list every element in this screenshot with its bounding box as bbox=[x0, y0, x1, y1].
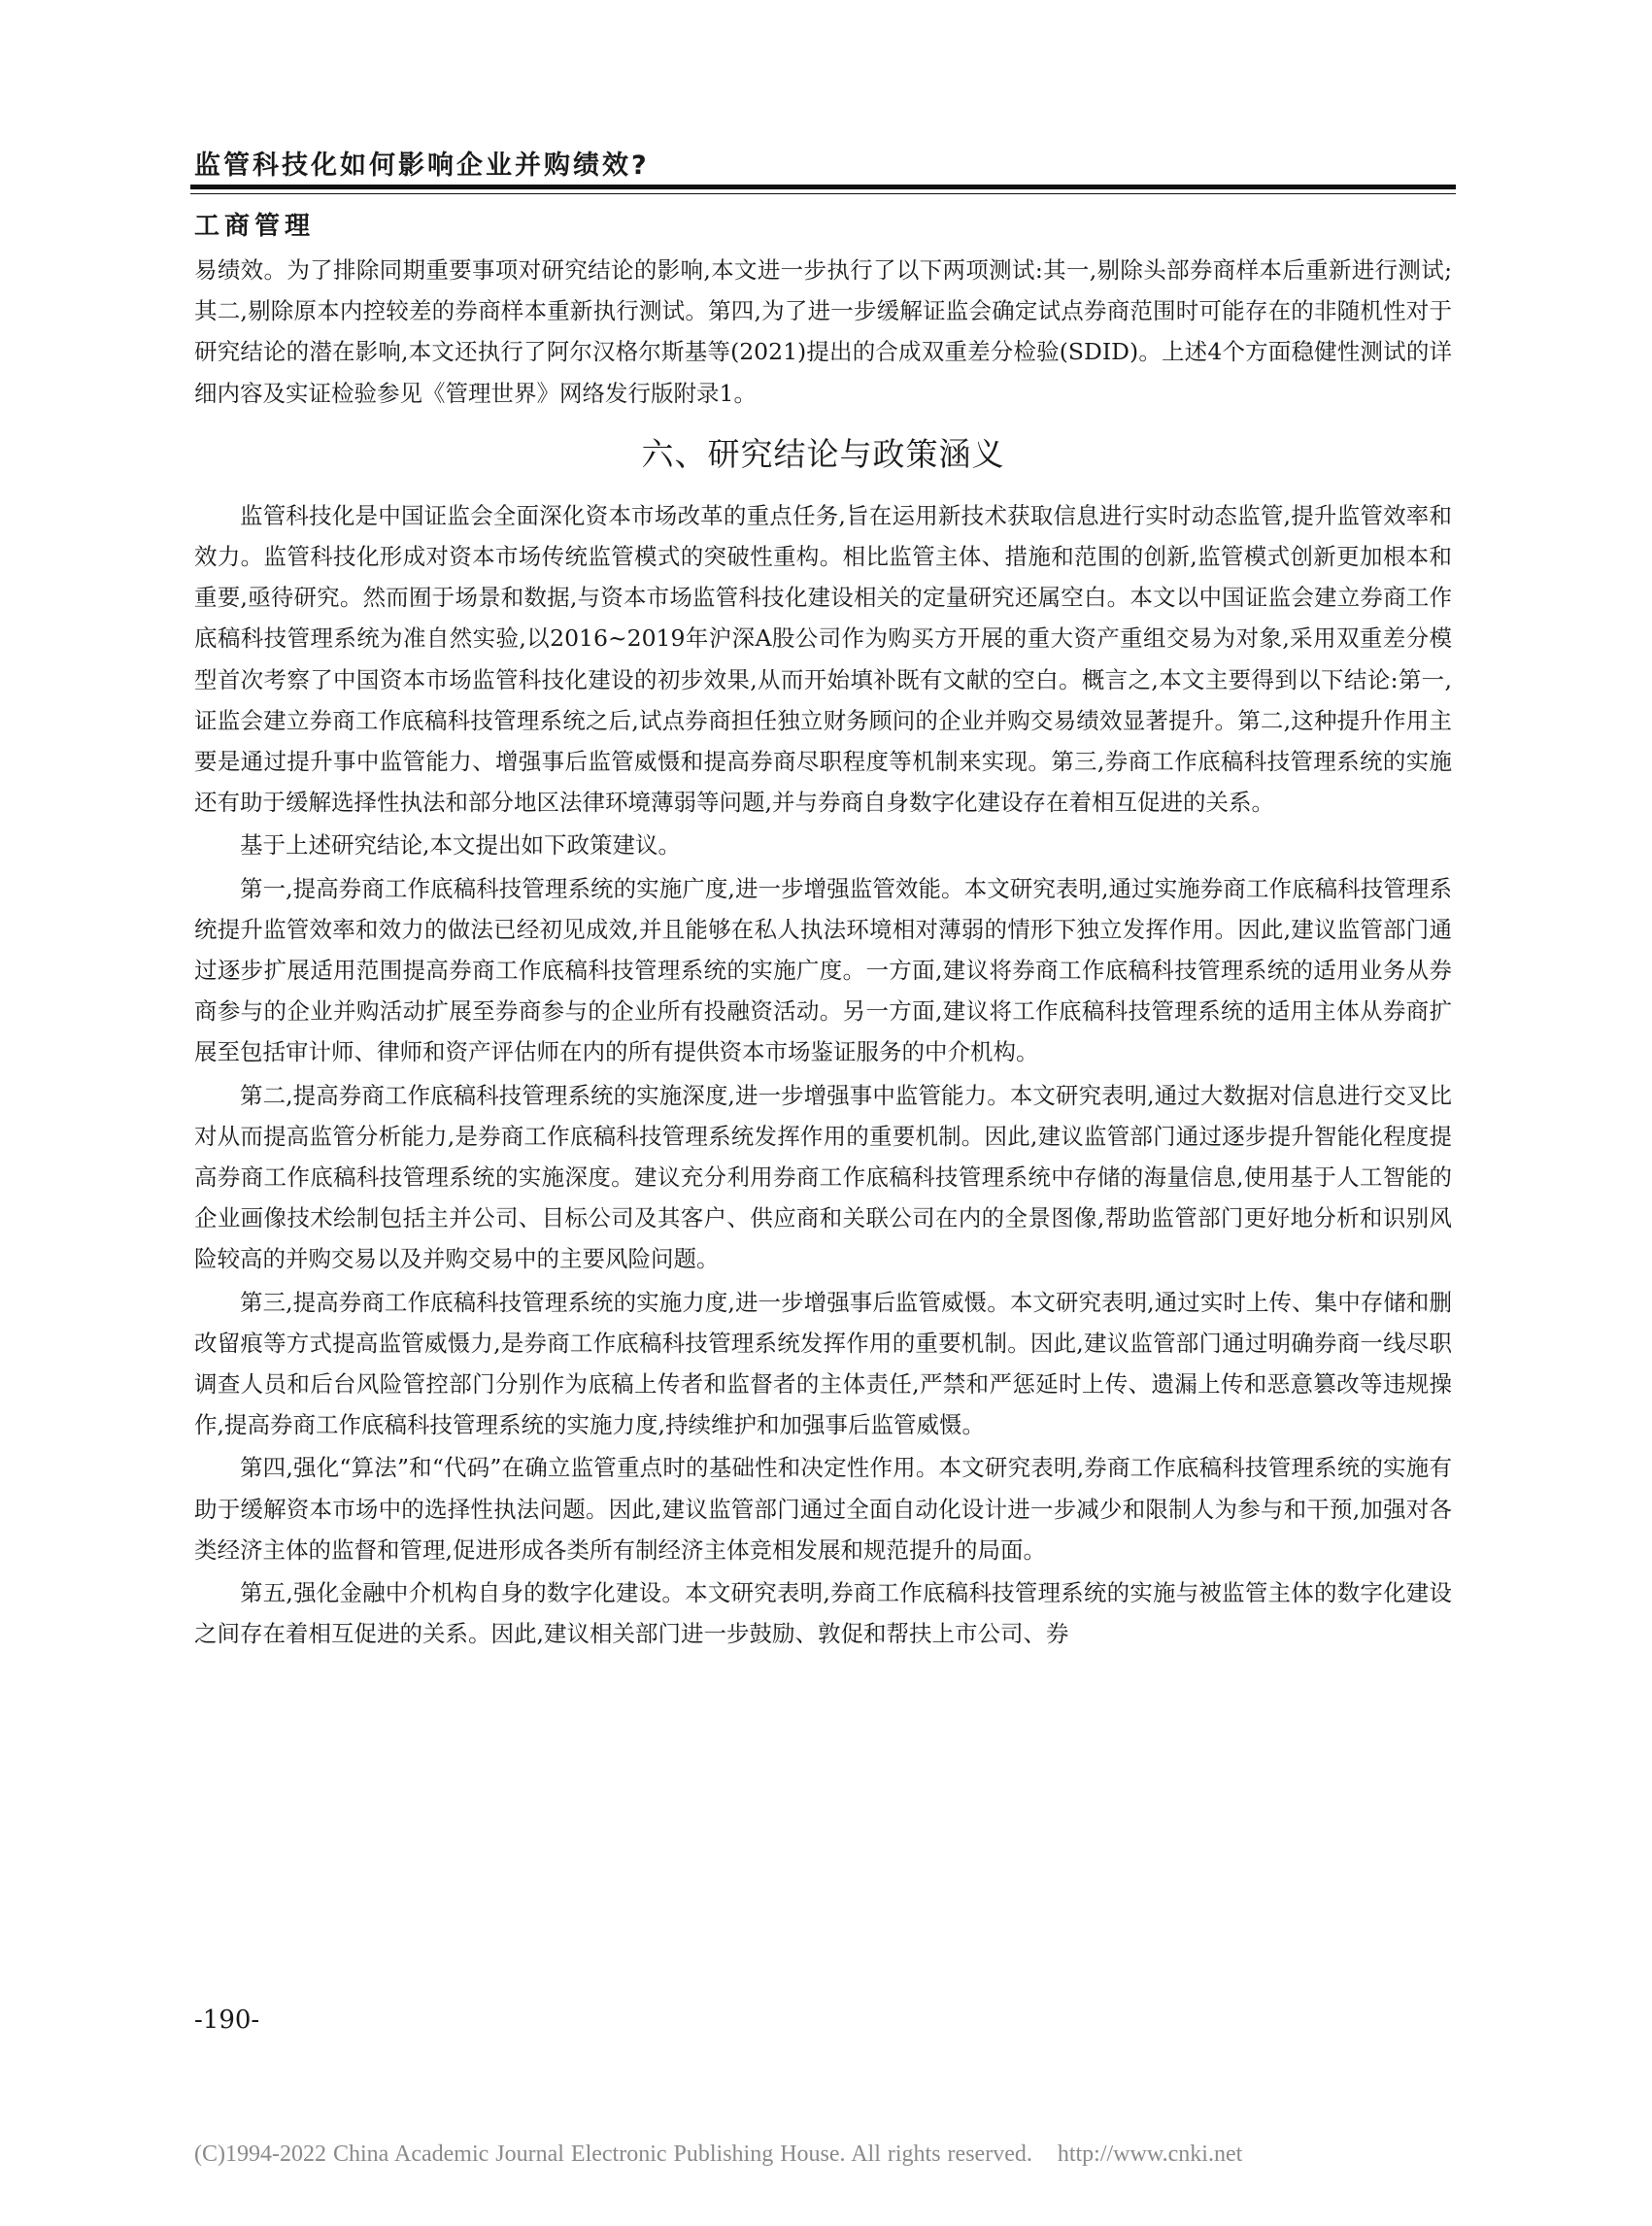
page-number: -190- bbox=[194, 2006, 260, 2035]
running-header-section: 工商管理 bbox=[194, 212, 316, 241]
header-rule-thick bbox=[190, 185, 1456, 189]
paragraph-policy-intro: 基于上述研究结论,本文提出如下政策建议。 bbox=[240, 831, 681, 860]
paragraph-policy-2: 第二,提高券商工作底稿科技管理系统的实施深度,进一步增强事中监管能力。本文研究表明,通过大数据对信息进行交叉比对从而提高监管分析能力,是券商工作底稿科技管理系统发挥作用的重要机制。因此,建议监管部门通过逐步提升智能化程度提高券商工作底稿科技管理系统的实施深度。建议充分利用券商工作底稿科技管理系统中存储的海量信息,使用基于人工智能的企业画像技术绘制包括主并公司、目标公司及其客户、供应商和关联公司在内的全景图像,帮助监管部门更好地分析和识别风险较高的并购交易以及并购交易中的主要风险问题。 bbox=[194, 1081, 1452, 1273]
paragraph-policy-4: 第四,强化“算法”和“代码”在确立监管重点时的基础性和决定性作用。本文研究表明,券商工作底稿科技管理系统的实施有助于缓解资本市场中的选择性执法问题。因此,建议监管部门通过全面自动化设计进一步减少和限制人为参与和干预,加强对各类经济主体的监督和管理,促进形成各类所有制经济主体竞相发展和规范提升的局面。 bbox=[194, 1454, 1452, 1564]
continuation-paragraph: 易绩效。为了排除同期重要事项对研究结论的影响,本文进一步执行了以下两项测试:其一,剔除头部券商样本后重新进行测试;其二,剔除原本内控较差的券商样本重新执行测试。第四,为了进一步缓解证监会确定试点券商范围时可能存在的非随机性对于研究结论的潜在影响,本文还执行了阿尔汉格尔斯基等(2021)提出的合成双重差分检验(SDID)。上述4个方面稳健性测试的详细内容及实证检验参见《管理世界》网络发行版附录1。 bbox=[194, 256, 1452, 407]
paragraph-policy-3: 第三,提高券商工作底稿科技管理系统的实施力度,进一步增强事后监管威慑。本文研究表明,通过实时上传、集中存储和删改留痕等方式提高监管威慑力,是券商工作底稿科技管理系统发挥作用的重要机制。因此,建议监管部门通过明确券商一线尽职调查人员和后台风险管控部门分别作为底稿上传者和监督者的主体责任,严禁和严惩延时上传、遗漏上传和恶意篡改等违规操作,提高券商工作底稿科技管理系统的实施力度,持续维护和加强事后监管威慑。 bbox=[194, 1288, 1452, 1439]
paragraph-conclusions: 监管科技化是中国证监会全面深化资本市场改革的重点任务,旨在运用新技术获取信息进行实时动态监管,提升监管效率和效力。监管科技化形成对资本市场传统监管模式的突破性重构。相比监管主体、措施和范围的创新,监管模式创新更加根本和重要,亟待研究。然而囿于场景和数据,与资本市场监管科技化建设相关的定量研究还属空白。本文以中国证监会建立券商工作底稿科技管理系统为准自然实验,以2016~2019年沪深A股公司作为购买方开展的重大资产重组交易为对象,采用双重差分模型首次考察了中国资本市场监管科技化建设的初步效果,从而开始填补既有文献的空白。概言之,本文主要得到以下结论:第一,证监会建立券商工作底稿科技管理系统之后,试点券商担任独立财务顾问的企业并购交易绩效显著提升。第二,这种提升作用主要是通过提升事中监管能力、增强事后监管威慑和提高券商尽职程度等机制来实现。第三,券商工作底稿科技管理系统的实施还有助于缓解选择性执法和部分地区法律环境薄弱等问题,并与券商自身数字化建设存在着相互促进的关系。 bbox=[194, 501, 1452, 817]
section-heading: 六、研究结论与政策涵义 bbox=[641, 434, 1005, 473]
running-header-title: 监管科技化如何影响企业并购绩效? bbox=[194, 151, 650, 181]
paragraph-policy-5: 第五,强化金融中介机构自身的数字化建设。本文研究表明,券商工作底稿科技管理系统的实施与被监管主体的数字化建设之间存在着相互促进的关系。因此,建议相关部门进一步鼓励、敦促和帮扶上市公司、券 bbox=[194, 1579, 1452, 1648]
copyright-text: (C)1994-2022 China Academic Journal Electronic Publishing House. All rights reserved. bbox=[194, 2142, 1032, 2167]
paragraph-policy-1: 第一,提高券商工作底稿科技管理系统的实施广度,进一步增强监管效能。本文研究表明,通过实施券商工作底稿科技管理系统提升监管效率和效力的做法已经初见成效,并且能够在私人执法环境相对薄弱的情形下独立发挥作用。因此,建议监管部门通过逐步扩展适用范围提高券商工作底稿科技管理系统的实施广度。一方面,建议将券商工作底稿科技管理系统的适用业务从券商参与的企业并购活动扩展至券商参与的企业所有投融资活动。另一方面,建议将工作底稿科技管理系统的适用主体从券商扩展至包括审计师、律师和资产评估师在内的所有提供资本市场鉴证服务的中介机构。 bbox=[194, 874, 1452, 1066]
copyright-footer bbox=[194, 2142, 1242, 2168]
header-rule-thin bbox=[190, 193, 1456, 194]
footer-url-link[interactable]: http://www.cnki.net bbox=[1057, 2142, 1243, 2167]
article-body bbox=[194, 250, 1452, 1657]
